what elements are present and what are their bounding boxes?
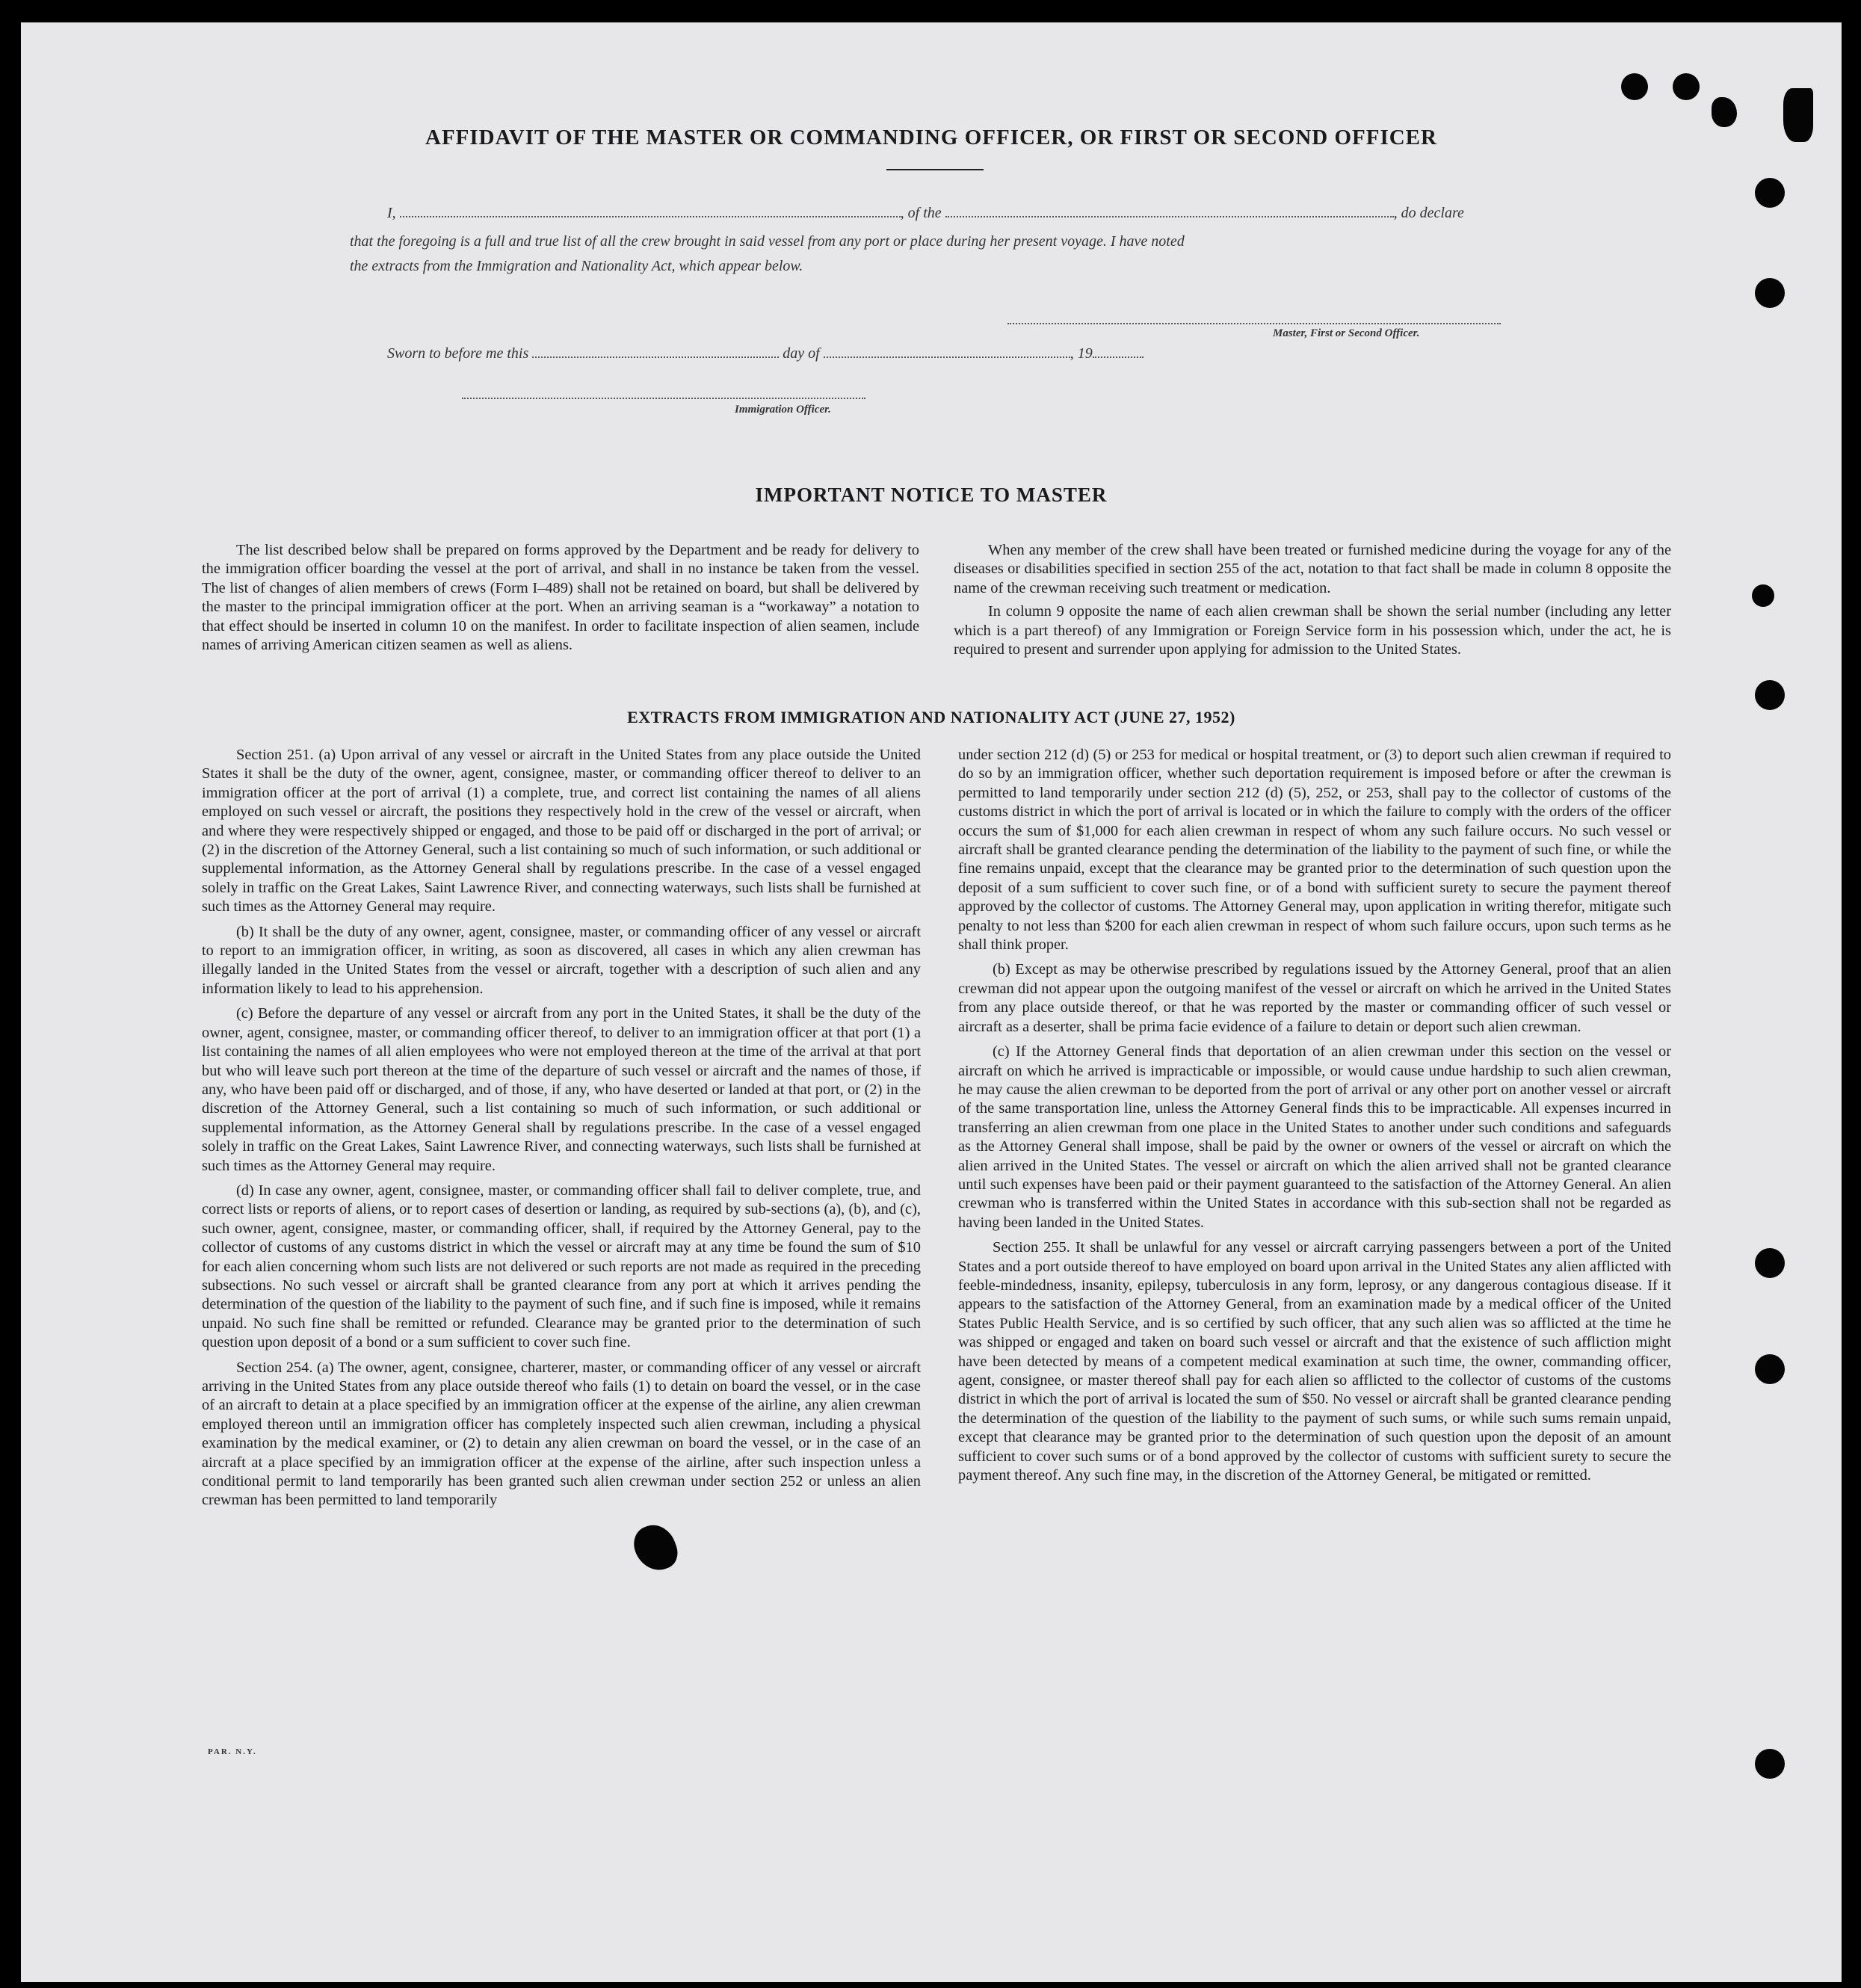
section-251-a: Section 251. (a) Upon arrival of any vessel or aircraft in the United States from any place outside the United States it shall be the duty of the owner, agent, consignee, master, or commanding officer thereof to deliver to an immigration officer at the port of arrival (1) a complete, true, and correct list containing the names of all aliens employed on such vessel or aircraft, the positions they respectively hold in the crew of the vessel or aircraft, when and where they were respectively shipped or engaged, and those to be paid off or discharged in the port of arrival; or (2) in the discretion of the Attorney General, such a list containing so much of such information, or such additional or supplemental information, as the Attorney General shall by regulations prescribe. In the case of a vessel engaged solely in traffic on the Great Lakes, Saint Lawrence River, and connecting waterways, such lists shall be furnished at such times as the Attorney General may require.: [202, 747, 921, 916]
document-page: [21, 22, 1842, 1982]
extracts-title: EXTRACTS FROM IMMIGRATION AND NATIONALITY ACT (JUNE 27, 1952): [627, 708, 1235, 726]
extracts-right-column: [958, 746, 1671, 1491]
extracts-heading-wrap: [21, 708, 1842, 727]
punch-hole-top-1: [1621, 73, 1648, 100]
oath-line-1: [387, 205, 1464, 222]
notice-title: IMPORTANT NOTICE TO MASTER: [755, 484, 1108, 506]
signature-caption: Master, First or Second Officer.: [1273, 327, 1420, 339]
oath-declare-label: , do declare: [1393, 205, 1464, 221]
binder-hole-1: [1755, 178, 1785, 208]
punch-hole-top-2: [1673, 73, 1700, 100]
name-blank[interactable]: [400, 216, 901, 217]
printer-code: PAR. N.Y.: [208, 1747, 257, 1756]
notice-left-paragraph: The list described below shall be prepared on forms approved by the Department and be ready for delivery to the immigration officer boarding the vessel at the port of arrival, and shall in no instance be taken from the vessel. The list of changes of alien members of crews (Form I–489) shall not be retained on board, but shall be delivered by the master to the principal immigration officer at the port. When an arriving seaman is a “workaway” a notation to that effect should be inserted in column 10 on the manifest. In order to facilitate inspection of alien seamen, include names of arriving American citizen seamen as well as aliens.: [202, 542, 919, 654]
oath-i-label: I,: [387, 205, 396, 221]
sworn-day-blank[interactable]: [532, 356, 779, 358]
binder-hole-4: [1755, 680, 1785, 710]
section-251-c: (c) Before the departure of any vessel or aircraft from any port in the United States, it shall be the duty of the owner, agent, consignee, master, or commanding officer thereof, to deliver to an immigration officer at that port (1) a list containing the names of all alien employees who were not employed thereon at the time of the arrival at that port but who will leave such port thereon at the time of the departure of such vessel or aircraft and the names of those, if any, who have been paid off or discharged, and of those, if any, who have deserted or landed at that port, or (2) in the discretion of the Attorney General, such a list containing so much of such information, or such additional or supplemental information, as the Attorney General shall by regulations prescribe. In the case of a vessel engaged solely in traffic on the Great Lakes, Saint Lawrence River, and connecting waterways, such lists shall be furnished at such times as the Attorney General may require.: [202, 1005, 921, 1174]
ink-blot-corner: [1783, 88, 1813, 142]
notice-left-column: [202, 541, 919, 661]
sworn-day-of: day of: [783, 345, 820, 362]
ink-blot-center: [629, 1519, 682, 1577]
notice-right-paragraph-2: In column 9 opposite the name of each alien crewman shall be shown the serial number (including any letter which is a part thereof) of any Immigration or Foreign Service form in his possession which, under the act, he is required to present and surrender upon applying for admission to the United States.: [954, 603, 1671, 658]
officer-caption: Immigration Officer.: [735, 404, 831, 416]
sworn-year: , 19: [1070, 345, 1093, 362]
section-254-b: (b) Except as may be otherwise prescribed by regulations issued by the Attorney General, proof that an alien crewman did not appear upon the outgoing manifest of the vessel or aircraft on which he arrived in the United States from any place outside thereof, or that he was reported by the master or commanding officer of such vessel or aircraft as a deserter, shall be prima facie evidence of a failure to detain or deport such alien crewman.: [958, 961, 1671, 1035]
extracts-left-column: [202, 746, 921, 1516]
oath-line-3: the extracts from the Immigration and Nationality Act, which appear below.: [350, 258, 803, 274]
affidavit-title: AFFIDAVIT OF THE MASTER OR COMMANDING OFFICER, OR FIRST OR SECOND OFFICER: [425, 126, 1437, 149]
binder-hole-7: [1755, 1749, 1785, 1779]
ink-blot-top: [1712, 97, 1737, 127]
section-255: Section 255. It shall be unlawful for any vessel or aircraft carrying passengers between a port of the United States and a port outside thereof to have employed on board upon arrival in the United States any alien afflicted with feeble-mindedness, insanity, epilepsy, tuberculosis in any form, leprosy, or any dangerous contagious disease. If it appears to the satisfaction of the Attorney General, from an examination made by a medical officer of the United States Public Health Service, and is so certified by such officer, that any such alien was so afflicted at the time he was shipped or engaged and taken on board such vessel or aircraft and that the existence of such affliction might have been detected by means of a competent medical examination at such time, the owner, commanding officer, agent, consignee, or master thereof shall pay for each alien so afflicted to the collector of customs of the customs district in which the port of arrival is located the sum of $50. No vessel or aircraft shall be granted clearance pending the determination of the question of the liability to the payment of such sums, or while such sums remain unpaid, except that clearance may be granted prior to the determination of such question upon the deposit of an amount sufficient to cover such sums or of a bond approved by the collector of customs with sufficient surety to secure the payment thereof. Any such fine may, in the discretion of the Attorney General, be mitigated or remitted.: [958, 1239, 1671, 1484]
binder-hole-5: [1755, 1248, 1785, 1278]
sworn-prefix: Sworn to before me this: [387, 345, 529, 362]
oath-of-the-label: , of the: [900, 205, 942, 221]
sworn-line: [387, 345, 1144, 362]
section-251-b: (b) It shall be the duty of any owner, agent, consignee, master, or commanding officer of any vessel or aircraft to report to an immigration officer, in writing, as soon as discovered, all cases in which any alien crewman has illegally landed in the United States from the vessel or aircraft, together with a description of such alien and any information likely to lead to his apprehension.: [202, 923, 921, 997]
section-251-d: (d) In case any owner, agent, consignee, master, or commanding officer shall fail to deliver complete, true, and correct lists or reports of aliens, or to report cases of desertion or landing, as required by sub-sections (a), (b), and (c), such owner, agent, consignee, master, or commanding officer, shall, if required by the Attorney General, pay to the collector of customs of any customs district in which the vessel or aircraft may at any time be found the sum of $10 for each alien concerning whom such lists are not delivered or such reports are not made as required in the preceding subsections. No such vessel or aircraft shall be granted clearance from any port at which it arrives pending the determination of the question of the liability to the payment of such fine, and if such fine is imposed, while it remains unpaid. No such fine shall be remitted or refunded. Clearance may be granted prior to the determination of such question upon deposit of a bond or a sum sufficient to cover such fine.: [202, 1182, 921, 1351]
vessel-blank[interactable]: [945, 216, 1394, 217]
notice-right-column: [954, 541, 1671, 665]
section-254-a-continued: under section 212 (d) (5) or 253 for medical or hospital treatment, or (3) to deport such alien crewman if required to do so by an immigration officer, whether such deportation requirement is imposed before or after the crewman is permitted to land temporarily under section 212 (d) (5), 252, or 253, shall pay to the collector of customs of the customs district in which the port of arrival is located or in which the failure to comply with the orders of the officer occurs the sum of $1,000 for each alien crewman in respect of whom any such failure occurs. No such vessel or aircraft shall be granted clearance pending the determination of the liability to the payment of such fine, or while the fine remains unpaid, except that the clearance may be granted prior to the determination of such question upon the deposit of a sum sufficient to cover such fine, or of a bond with sufficient surety to secure the payment thereof approved by the collector of customs. The Attorney General may, upon application in writing therefor, mitigate such penalty to not less than $200 for each alien crewman in respect of whom such failure occurs, upon such terms as he shall think proper.: [958, 747, 1671, 954]
section-254-c: (c) If the Attorney General finds that deportation of an alien crewman under this section on the vessel or aircraft on which he arrived is impracticable or impossible, or would cause undue hardship to such alien crewman, he may cause the alien crewman to be deported from the port of arrival or any other port on another vessel or aircraft of the same transportation line, unless the Attorney General finds this to be impracticable. All expenses incurred in transferring an alien crewman from one place in the United States to another under such conditions and safeguards as the Attorney General shall impose, shall be paid by the owner or owners of the vessel or aircraft on which the alien arrived in the United States. The vessel or aircraft on which the alien arrived shall not be granted clearance until such expenses have been paid or their payment guaranteed to the satisfaction of the Attorney General. An alien crewman who is transferred within the United States in accordance with this sub-section shall not be regarded as having been landed in the United States.: [958, 1043, 1671, 1231]
binder-hole-3: [1752, 584, 1774, 607]
section-254-a: Section 254. (a) The owner, agent, consignee, charterer, master, or commanding officer of any vessel or aircraft arriving in the United States from any place outside thereof who fails (1) to detain on board the vessel, or in the case of an aircraft to detain at a place specified by an immigration officer at the expense of the airline, any alien crewman employed thereon until an immigration officer has completely inspected such alien crewman, including a physical examination by the medical examiner, or (2) to detain any alien crewman on board the vessel, or in the case of an aircraft at a place specified by an immigration officer at the expense of the airline, after such inspection unless a conditional permit to land temporarily has been granted such alien crewman under section 252 or unless an alien crewman has been permitted to land temporarily: [202, 1359, 921, 1509]
officer-signature-line[interactable]: [462, 398, 865, 399]
notice-right-paragraph-1: When any member of the crew shall have been treated or furnished medicine during the voyage for any of the diseases or disabilities specified in section 255 of the act, notation to that fact shall be made in column 8 opposite the name of the crewman receiving such treatment or medication.: [954, 542, 1671, 596]
oath-line-2: that the foregoing is a full and true list of all the crew brought in said vessel from any port or place during her present voyage. I have noted: [350, 233, 1185, 250]
sworn-year-blank[interactable]: [1093, 356, 1144, 358]
title-underline: [886, 169, 984, 170]
binder-hole-2: [1755, 278, 1785, 308]
signature-line[interactable]: [1007, 323, 1501, 324]
sworn-month-blank[interactable]: [824, 356, 1070, 358]
binder-hole-6: [1755, 1354, 1785, 1384]
